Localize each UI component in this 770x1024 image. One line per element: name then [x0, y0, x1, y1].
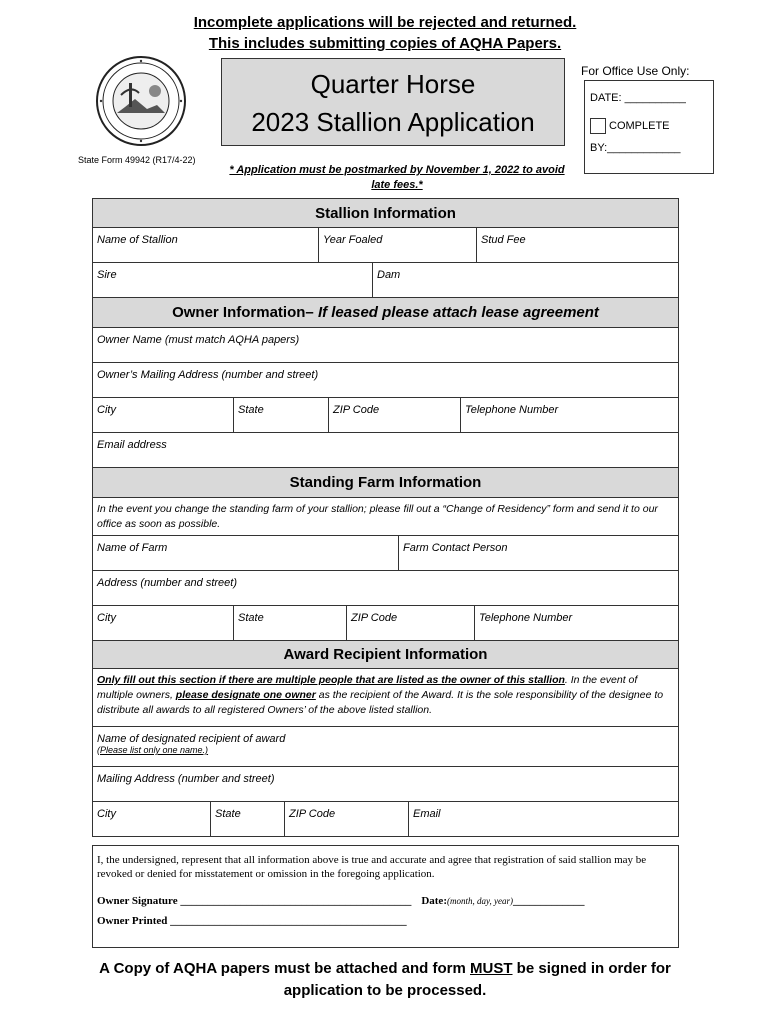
dam-field[interactable]: Dam — [377, 269, 401, 281]
award-note-text-1: . In the event of multiple owners, — [97, 674, 638, 701]
bottom-note-must: MUST — [470, 960, 513, 977]
date-label: Date: — [421, 895, 447, 907]
notice-line-2: This includes submitting copies of AQHA Papers. — [208, 35, 562, 52]
top-notice — [0, 12, 770, 54]
notice-line-1: Incomplete applications will be rejected and returned. — [193, 14, 577, 31]
sire-field[interactable]: Sire — [93, 263, 373, 297]
owner-email-row — [92, 433, 679, 468]
signature-date-field[interactable] — [421, 894, 584, 908]
owner-phone-field[interactable]: Telephone Number — [465, 404, 559, 416]
complete-checkbox[interactable] — [590, 118, 606, 134]
stallion-row-1 — [92, 228, 679, 263]
owner-name-row — [92, 328, 679, 363]
complete-label: COMPLETE — [609, 120, 670, 132]
owner-heading-italic: If leased please attach lease agreement — [317, 304, 599, 321]
owner-printed-field[interactable]: Owner Printed ___________________________________________ — [97, 915, 407, 927]
farm-heading: Standing Farm Information — [92, 468, 679, 498]
award-note-text-2: as the recipient of the Award. It is the sole responsibility of the designee to distribute all awards to all registered Owners’ of the above listed stallion. — [97, 689, 664, 716]
year-foaled-field[interactable]: Year Foaled — [319, 228, 477, 262]
farm-address-row — [92, 571, 679, 606]
owner-zip-field[interactable]: ZIP Code — [329, 398, 461, 432]
award-note-bold-2: please designate one owner — [175, 689, 316, 701]
award-address-row — [92, 767, 679, 802]
bottom-note-part-2: be signed in order for application to be processed. — [283, 960, 671, 999]
owner-address-field[interactable]: Owner’s Mailing Address (number and street) — [97, 369, 319, 381]
stallion-row-2 — [92, 263, 679, 298]
certification-box — [92, 845, 679, 948]
state-seal-icon — [95, 55, 187, 147]
office-date — [590, 89, 713, 107]
signature-row — [97, 894, 674, 908]
owner-city-field[interactable]: City — [93, 398, 234, 432]
farm-note: In the event you change the standing farm of your stallion; please fill out a “Change of Residency” form and send it to our office as soon as possible. — [92, 498, 679, 536]
owner-state-field[interactable]: State — [234, 398, 329, 432]
farm-zip-field[interactable]: ZIP Code — [347, 606, 475, 640]
date-hint: (month, day, year) — [446, 896, 513, 906]
farm-address-field[interactable]: Address (number and street) — [97, 577, 238, 589]
stallion-heading: Stallion Information — [92, 198, 679, 228]
stud-fee-field[interactable]: Stud Fee — [481, 234, 526, 246]
farm-contact-field[interactable]: Farm Contact Person — [403, 542, 508, 554]
postmark-note: * Application must be postmarked by November 1, 2022 to avoid late fees.* — [229, 164, 565, 191]
list-only-note: (Please list only one name.) — [97, 745, 209, 755]
farm-city-row — [92, 606, 679, 641]
title-line-1: Quarter Horse — [310, 69, 476, 99]
certification-text: I, the undersigned, represent that all information above is true and accurate and agree that registration of said stallion may be revoked or denied for misstatement or omission in the foregoing application. — [97, 854, 647, 880]
award-recipient-field[interactable] — [93, 727, 678, 766]
farm-city-field[interactable]: City — [93, 606, 234, 640]
owner-heading — [92, 298, 679, 328]
bottom-note — [75, 958, 695, 1002]
office-complete-row — [590, 117, 713, 135]
award-city-field[interactable]: City — [93, 802, 211, 836]
stallion-name-field[interactable]: Name of Stallion — [93, 228, 319, 262]
office-by — [590, 139, 713, 157]
award-email-field[interactable]: Email — [413, 808, 441, 820]
bottom-note-part-1: A Copy of AQHA papers must be attached and form — [99, 960, 471, 977]
office-use-label: For Office Use Only: — [581, 64, 690, 78]
owner-signature-field[interactable]: Owner Signature __________________________________________ — [97, 895, 412, 907]
award-state-field[interactable]: State — [211, 802, 285, 836]
owner-email-field[interactable]: Email address — [97, 439, 167, 451]
office-use-box — [584, 80, 714, 174]
award-heading: Award Recipient Information — [92, 641, 679, 669]
award-zip-field[interactable]: ZIP Code — [285, 802, 409, 836]
office-date-text: DATE: __________ — [590, 92, 686, 104]
farm-state-field[interactable]: State — [234, 606, 347, 640]
title-line-2: 2023 Stallion Application — [251, 107, 535, 137]
award-city-row — [92, 802, 679, 837]
owner-address-row — [92, 363, 679, 398]
award-recipient-row — [92, 727, 679, 767]
award-address-field[interactable]: Mailing Address (number and street) — [97, 773, 275, 785]
owner-name-field[interactable]: Owner Name (must match AQHA papers) — [97, 334, 300, 346]
farm-name-row — [92, 536, 679, 571]
owner-heading-text: Owner Information– — [172, 304, 318, 321]
state-form-number: State Form 49942 (R17/4-22) — [78, 155, 196, 165]
farm-name-field[interactable]: Name of Farm — [93, 536, 399, 570]
application-form — [92, 198, 679, 837]
farm-phone-field[interactable]: Telephone Number — [479, 612, 573, 624]
date-line: _____________ — [512, 895, 585, 907]
award-recipient-label: Name of designated recipient of award — [97, 733, 286, 745]
award-note-bold: Only fill out this section if there are multiple people that are listed as the owner of this stallion — [97, 674, 565, 686]
owner-city-row — [92, 398, 679, 433]
office-by-text: BY:____________ — [590, 142, 681, 154]
title-box — [221, 58, 565, 146]
award-note — [92, 669, 679, 727]
